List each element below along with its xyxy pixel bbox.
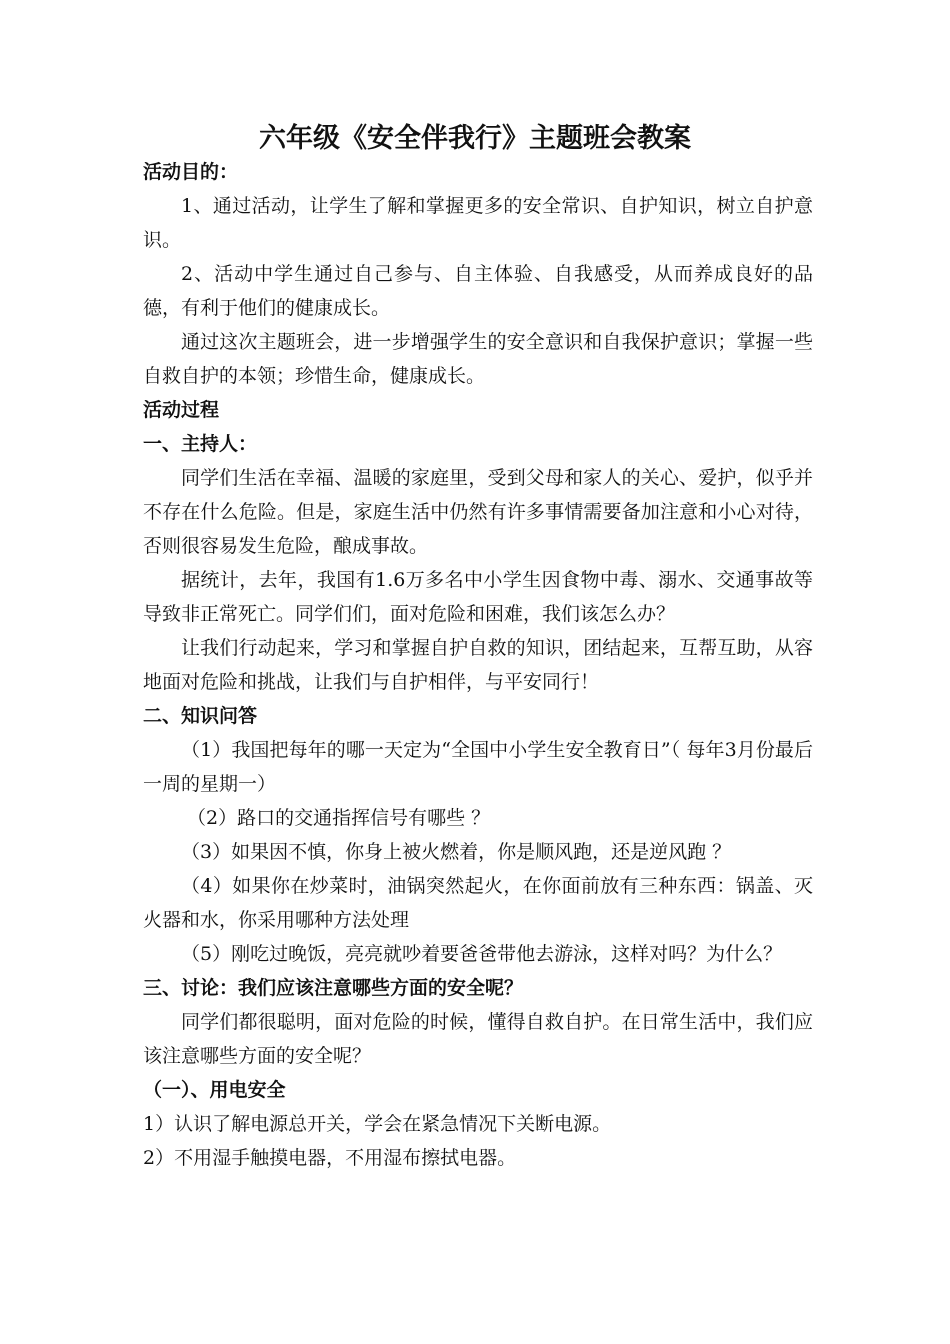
quiz-question-4: （4）如果你在炒菜时，油锅突然起火，在你面前放有三种东西：锅盖、灭火器和水，你采用哪种方法处理 [143, 875, 813, 931]
heading-knowledge-quiz: 二、知识问答 [143, 705, 258, 727]
heading-activity-goal: 活动目的： [143, 161, 239, 183]
goal-summary: 通过这次主题班会，进一步增强学生的安全意识和自我保护意识；掌握一些自救自护的本领；珍惜生命，健康成长。 [143, 331, 813, 387]
host-paragraph-1: 同学们生活在幸福、温暖的家庭里，受到父母和家人的关心、爱护，似乎并不存在什么危险。但是，家庭生活中仍然有许多事情需要备加注意和小心对待，否则很容易发生危险，酿成事故。 [143, 467, 813, 557]
quiz-question-3: （3）如果因不慎，你身上被火燃着，你是顺风跑，还是逆风跑 ？ [181, 841, 732, 863]
heading-discussion: 三、讨论：我们应该注意哪些方面的安全呢？ [143, 977, 524, 999]
host-paragraph-3: 让我们行动起来，学习和掌握自护自救的知识，团结起来，互帮互助，从容地面对危险和挑战，让我们与自护相伴，与平安同行！ [143, 637, 813, 693]
goal-item-2: 2、活动中学生通过自己参与、自主体验、自我感受，从而养成良好的品德，有利于他们的健康成长。 [143, 263, 813, 319]
discussion-paragraph: 同学们都很聪明，面对危险的时候，懂得自救自护。在日常生活中，我们应该注意哪些方面的安全呢？ [143, 1011, 813, 1067]
heading-activity-process: 活动过程 [143, 399, 220, 421]
document-body [143, 155, 813, 1175]
quiz-question-1: （1）我国把每年的哪一天定为“全国中小学生安全教育日”（ 每年3月份最后一周的星期一） [143, 739, 813, 795]
heading-electrical-safety: （一）、用电安全 [143, 1079, 286, 1101]
electrical-safety-item-2: 2）不用湿手触摸电器，不用湿布擦拭电器。 [143, 1147, 517, 1169]
electrical-safety-item-1: 1）认识了解电源总开关，学会在紧急情况下关断电源。 [143, 1113, 612, 1135]
heading-host: 一、主持人： [143, 433, 258, 455]
goal-item-1: 1、通过活动，让学生了解和掌握更多的安全常识、自护知识，树立自护意识。 [143, 195, 813, 251]
document-title: 六年级《安全伴我行》主题班会教案 [259, 123, 691, 154]
quiz-question-2: （2）路口的交通指挥信号有哪些 ？ [187, 807, 491, 829]
host-paragraph-2: 据统计，去年，我国有1.6万多名中小学生因食物中毒、溺水、交通事故等导致非正常死亡。同学们们，面对危险和困难，我们该怎么办？ [143, 569, 813, 625]
quiz-question-5: （5）刚吃过晚饭，亮亮就吵着要爸爸带他去游泳，这样对吗？为什么？ [181, 943, 783, 965]
